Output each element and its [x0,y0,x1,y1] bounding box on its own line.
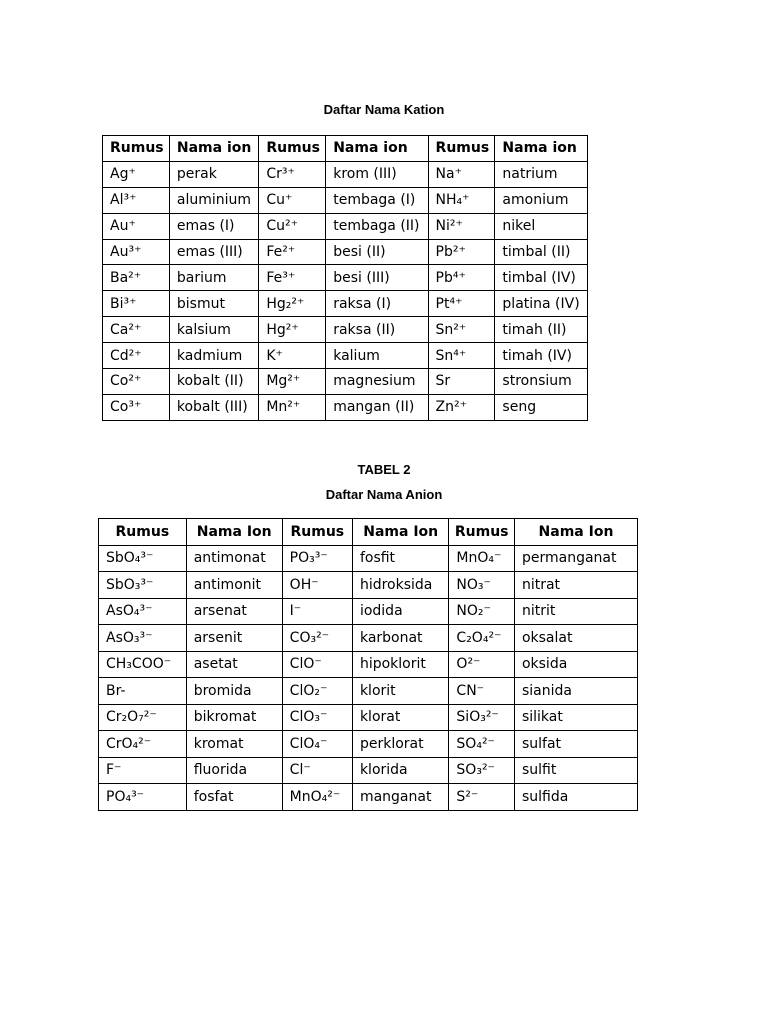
formula-cell: Pt⁴⁺ [428,291,495,317]
formula-cell: Sr [428,369,495,395]
formula-cell: SbO₃³⁻ [99,572,187,599]
formula-cell: Au⁺ [103,213,170,239]
column-header: Rumus [282,519,352,546]
ion-name-cell: raksa (II) [326,317,428,343]
ion-name-cell: timah (IV) [495,343,588,369]
formula-cell: NO₂⁻ [449,598,515,625]
ion-name-cell: arsenat [186,598,282,625]
ion-name-cell: oksalat [514,625,637,652]
formula-cell: AsO₄³⁻ [99,598,187,625]
ion-name-cell: timah (II) [495,317,588,343]
formula-cell: Au³⁺ [103,239,170,265]
formula-cell: Mg²⁺ [259,369,326,395]
table2-title: Daftar Nama Anion [325,487,443,502]
ion-name-cell: klorit [352,678,448,705]
formula-cell: Cr³⁺ [259,161,326,187]
formula-cell: SbO₄³⁻ [99,545,187,572]
ion-name-cell: klorat [352,704,448,731]
ion-name-cell: klorida [352,757,448,784]
ion-name-cell: antimonit [186,572,282,599]
formula-cell: MnO₄²⁻ [282,784,352,811]
column-header: Nama Ion [352,519,448,546]
formula-cell: Br- [99,678,187,705]
formula-cell: SiO₃²⁻ [449,704,515,731]
formula-cell: Fe²⁺ [259,239,326,265]
formula-cell: CH₃COO⁻ [99,651,187,678]
ion-name-cell: sianida [514,678,637,705]
formula-cell: I⁻ [282,598,352,625]
ion-name-cell: tembaga (I) [326,187,428,213]
ion-name-cell: asetat [186,651,282,678]
formula-cell: ClO₂⁻ [282,678,352,705]
ion-name-cell: iodida [352,598,448,625]
ion-name-cell: fosfat [186,784,282,811]
formula-cell: Hg²⁺ [259,317,326,343]
ion-name-cell: amonium [495,187,588,213]
ion-name-cell: seng [495,394,588,420]
ion-name-cell: sulfida [514,784,637,811]
ion-name-cell: timbal (II) [495,239,588,265]
ion-name-cell: besi (III) [326,265,428,291]
table-row [103,187,588,213]
formula-cell: CN⁻ [449,678,515,705]
ion-name-cell: arsenit [186,625,282,652]
formula-cell: K⁺ [259,343,326,369]
ion-name-cell: kromat [186,731,282,758]
ion-name-cell: kobalt (III) [169,394,258,420]
ion-name-cell: sulfit [514,757,637,784]
table-row [103,343,588,369]
ion-name-cell: tembaga (II) [326,213,428,239]
table-row [99,545,638,572]
table-row [99,625,638,652]
formula-cell: Hg₂²⁺ [259,291,326,317]
ion-name-cell: fluorida [186,757,282,784]
formula-cell: Ag⁺ [103,161,170,187]
table-header-row [103,136,588,162]
ion-name-cell: hipoklorit [352,651,448,678]
formula-cell: CrO₄²⁻ [99,731,187,758]
ion-name-cell: bikromat [186,704,282,731]
formula-cell: C₂O₄²⁻ [449,625,515,652]
ion-name-cell: aluminium [169,187,258,213]
column-header: Nama Ion [514,519,637,546]
formula-cell: Co³⁺ [103,394,170,420]
anion-table [98,518,638,811]
formula-cell: Pb⁴⁺ [428,265,495,291]
ion-name-cell: silikat [514,704,637,731]
ion-name-cell: kadmium [169,343,258,369]
table-row [99,598,638,625]
column-header: Rumus [99,519,187,546]
formula-cell: Ni²⁺ [428,213,495,239]
column-header: Rumus [259,136,326,162]
formula-cell: PO₄³⁻ [99,784,187,811]
ion-name-cell: bismut [169,291,258,317]
formula-cell: Pb²⁺ [428,239,495,265]
formula-cell: PO₃³⁻ [282,545,352,572]
ion-name-cell: kobalt (II) [169,369,258,395]
column-header: Nama ion [326,136,428,162]
table-row [99,784,638,811]
ion-name-cell: nitrat [514,572,637,599]
table-row [103,265,588,291]
formula-cell: Fe³⁺ [259,265,326,291]
cation-table [102,135,588,421]
ion-name-cell: nikel [495,213,588,239]
ion-name-cell: krom (III) [326,161,428,187]
formula-cell: Cr₂O₇²⁻ [99,704,187,731]
table-header-row [99,519,638,546]
formula-cell: Zn²⁺ [428,394,495,420]
table-row [103,213,588,239]
column-header: Rumus [103,136,170,162]
formula-cell: Co²⁺ [103,369,170,395]
ion-name-cell: karbonat [352,625,448,652]
table-row [103,161,588,187]
table-row [99,572,638,599]
ion-name-cell: kalium [326,343,428,369]
column-header: Rumus [449,519,515,546]
formula-cell: MnO₄⁻ [449,545,515,572]
column-header: Rumus [428,136,495,162]
formula-cell: Mn²⁺ [259,394,326,420]
formula-cell: O²⁻ [449,651,515,678]
table-row [99,757,638,784]
formula-cell: Cd²⁺ [103,343,170,369]
formula-cell: CO₃²⁻ [282,625,352,652]
ion-name-cell: magnesium [326,369,428,395]
ion-name-cell: hidroksida [352,572,448,599]
table-row [99,651,638,678]
formula-cell: Cu⁺ [259,187,326,213]
formula-cell: Sn⁴⁺ [428,343,495,369]
formula-cell: Cu²⁺ [259,213,326,239]
ion-name-cell: stronsium [495,369,588,395]
ion-name-cell: besi (II) [326,239,428,265]
formula-cell: F⁻ [99,757,187,784]
formula-cell: Sn²⁺ [428,317,495,343]
formula-cell: ClO₄⁻ [282,731,352,758]
formula-cell: NO₃⁻ [449,572,515,599]
ion-name-cell: timbal (IV) [495,265,588,291]
table-row [99,704,638,731]
ion-name-cell: raksa (I) [326,291,428,317]
ion-name-cell: oksida [514,651,637,678]
ion-name-cell: barium [169,265,258,291]
ion-name-cell: kalsium [169,317,258,343]
formula-cell: OH⁻ [282,572,352,599]
ion-name-cell: natrium [495,161,588,187]
column-header: Nama ion [495,136,588,162]
table-row [103,239,588,265]
formula-cell: SO₃²⁻ [449,757,515,784]
formula-cell: Cl⁻ [282,757,352,784]
ion-name-cell: fosfit [352,545,448,572]
table-row [103,394,588,420]
formula-cell: ClO⁻ [282,651,352,678]
ion-name-cell: perklorat [352,731,448,758]
table2-label: TABEL 2 [357,462,411,477]
column-header: Nama Ion [186,519,282,546]
formula-cell: SO₄²⁻ [449,731,515,758]
formula-cell: Bi³⁺ [103,291,170,317]
formula-cell: Ba²⁺ [103,265,170,291]
formula-cell: NH₄⁺ [428,187,495,213]
formula-cell: S²⁻ [449,784,515,811]
ion-name-cell: bromida [186,678,282,705]
formula-cell: Ca²⁺ [103,317,170,343]
ion-name-cell: mangan (II) [326,394,428,420]
ion-name-cell: emas (I) [169,213,258,239]
ion-name-cell: antimonat [186,545,282,572]
formula-cell: AsO₃³⁻ [99,625,187,652]
table-row [99,678,638,705]
ion-name-cell: permanganat [514,545,637,572]
ion-name-cell: manganat [352,784,448,811]
column-header: Nama ion [169,136,258,162]
ion-name-cell: nitrit [514,598,637,625]
formula-cell: Al³⁺ [103,187,170,213]
ion-name-cell: sulfat [514,731,637,758]
ion-name-cell: platina (IV) [495,291,588,317]
table-row [103,317,588,343]
formula-cell: ClO₃⁻ [282,704,352,731]
formula-cell: Na⁺ [428,161,495,187]
table-row [103,369,588,395]
table-row [99,731,638,758]
table-row [103,291,588,317]
ion-name-cell: emas (III) [169,239,258,265]
ion-name-cell: perak [169,161,258,187]
table1-title: Daftar Nama Kation [323,102,445,117]
